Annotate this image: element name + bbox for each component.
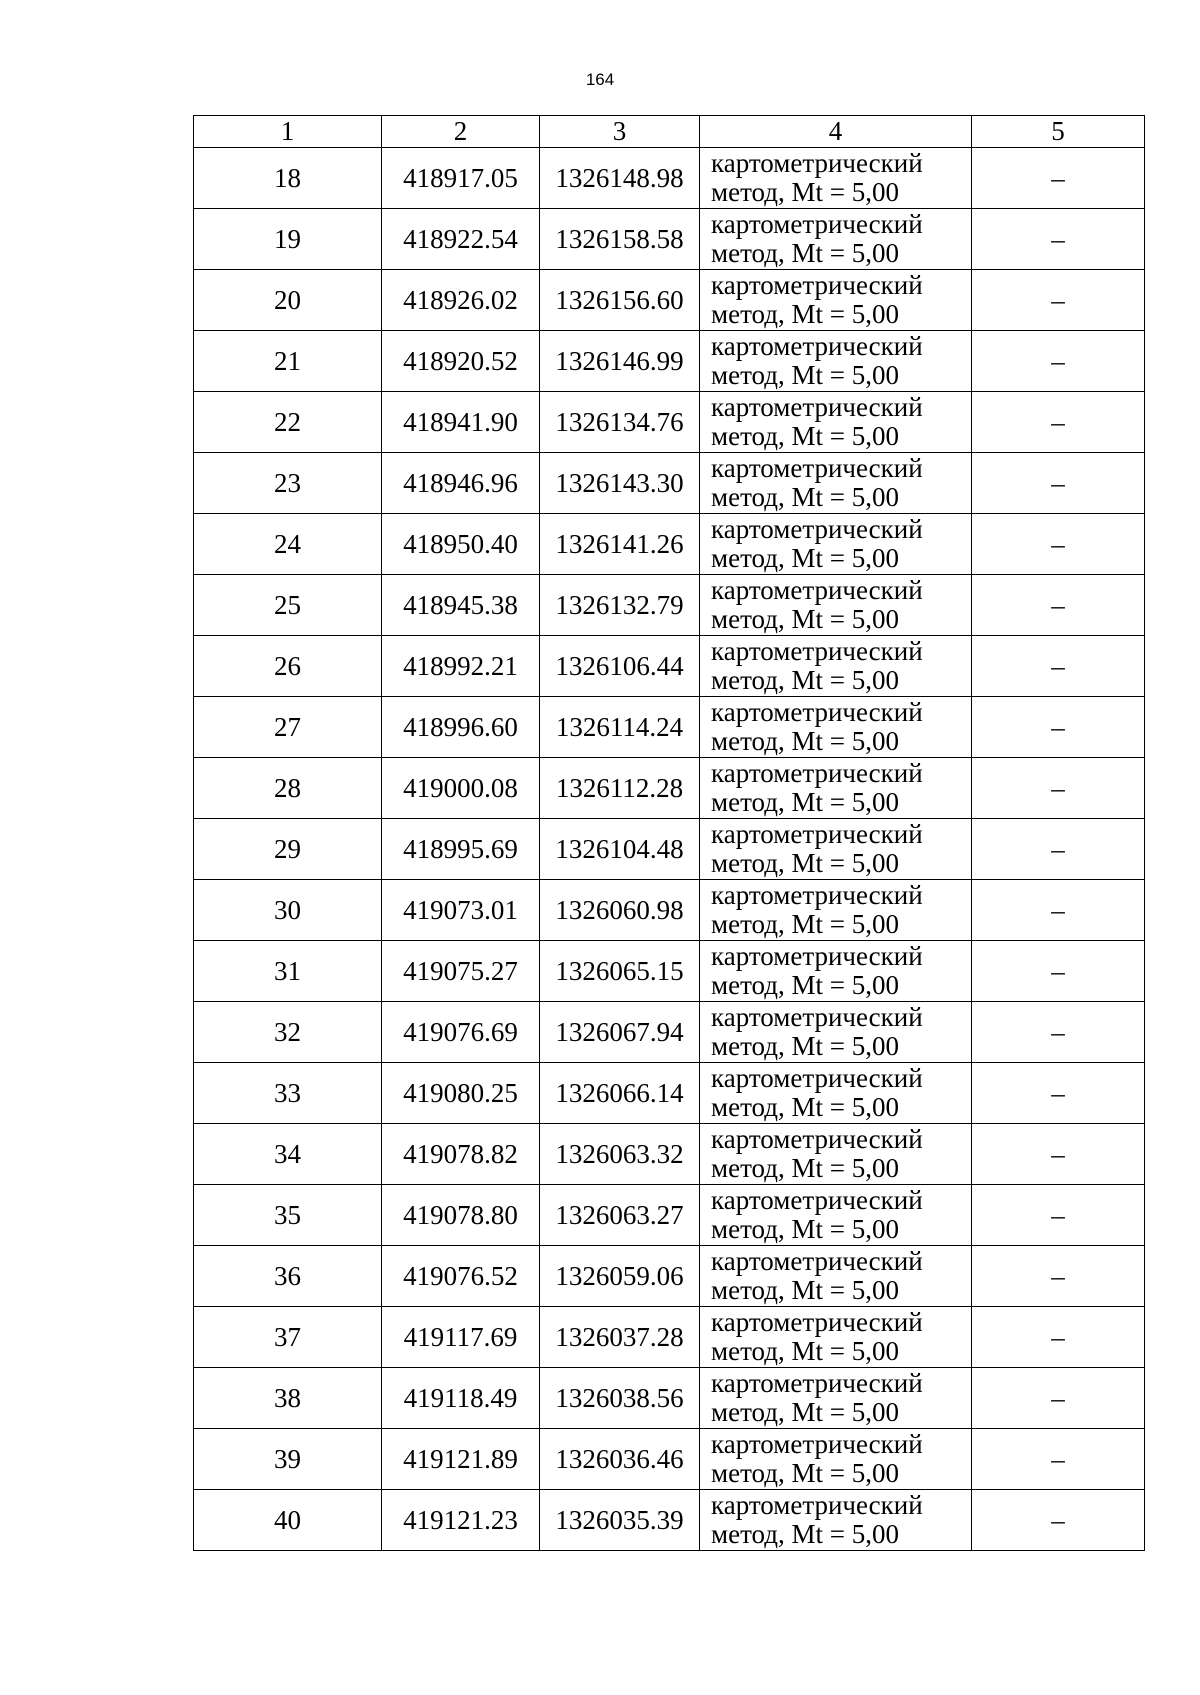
x-coordinate-cell: 418992.21 xyxy=(382,636,540,697)
method-cell xyxy=(700,1246,972,1307)
x-coordinate-cell: 418922.54 xyxy=(382,209,540,270)
table-row xyxy=(194,819,1145,880)
method-cell xyxy=(700,941,972,1002)
method-accuracy: метод, Mt = 5,00 xyxy=(711,604,899,634)
x-coordinate-cell: 419121.23 xyxy=(382,1490,540,1551)
note-cell: – xyxy=(972,819,1145,880)
point-number-cell: 39 xyxy=(194,1429,382,1490)
method-accuracy: метод, Mt = 5,00 xyxy=(711,482,899,512)
x-coordinate-cell: 418995.69 xyxy=(382,819,540,880)
column-header: 1 xyxy=(194,116,382,148)
method-name: картометрический xyxy=(711,270,923,300)
method-accuracy: метод, Mt = 5,00 xyxy=(711,909,899,939)
coordinates-table xyxy=(193,115,1145,1551)
x-coordinate-cell: 419078.82 xyxy=(382,1124,540,1185)
y-coordinate-cell: 1326143.30 xyxy=(540,453,700,514)
method-name: картометрический xyxy=(711,575,923,605)
note-cell: – xyxy=(972,270,1145,331)
point-number-cell: 30 xyxy=(194,880,382,941)
x-coordinate-cell: 418945.38 xyxy=(382,575,540,636)
method-cell xyxy=(700,636,972,697)
note-cell: – xyxy=(972,514,1145,575)
note-cell: – xyxy=(972,1063,1145,1124)
table-row xyxy=(194,1307,1145,1368)
y-coordinate-cell: 1326141.26 xyxy=(540,514,700,575)
x-coordinate-cell: 418950.40 xyxy=(382,514,540,575)
x-coordinate-cell: 418941.90 xyxy=(382,392,540,453)
x-coordinate-cell: 418920.52 xyxy=(382,331,540,392)
table-row xyxy=(194,1368,1145,1429)
method-name: картометрический xyxy=(711,514,923,544)
method-name: картометрический xyxy=(711,1185,923,1215)
note-cell: – xyxy=(972,1490,1145,1551)
x-coordinate-cell: 419117.69 xyxy=(382,1307,540,1368)
method-accuracy: метод, Mt = 5,00 xyxy=(711,1031,899,1061)
table-row xyxy=(194,392,1145,453)
y-coordinate-cell: 1326066.14 xyxy=(540,1063,700,1124)
method-accuracy: метод, Mt = 5,00 xyxy=(711,238,899,268)
x-coordinate-cell: 419076.52 xyxy=(382,1246,540,1307)
note-cell: – xyxy=(972,1246,1145,1307)
method-cell xyxy=(700,1185,972,1246)
point-number-cell: 35 xyxy=(194,1185,382,1246)
method-name: картометрический xyxy=(711,453,923,483)
point-number-cell: 32 xyxy=(194,1002,382,1063)
method-accuracy: метод, Mt = 5,00 xyxy=(711,1458,899,1488)
method-name: картометрический xyxy=(711,209,923,239)
table-row xyxy=(194,1124,1145,1185)
point-number-cell: 37 xyxy=(194,1307,382,1368)
method-accuracy: метод, Mt = 5,00 xyxy=(711,421,899,451)
table-row xyxy=(194,1185,1145,1246)
table-row xyxy=(194,1490,1145,1551)
table-row xyxy=(194,1002,1145,1063)
y-coordinate-cell: 1326067.94 xyxy=(540,1002,700,1063)
note-cell: – xyxy=(972,636,1145,697)
method-accuracy: метод, Mt = 5,00 xyxy=(711,1092,899,1122)
x-coordinate-cell: 419000.08 xyxy=(382,758,540,819)
method-name: картометрический xyxy=(711,1368,923,1398)
method-cell xyxy=(700,209,972,270)
method-name: картометрический xyxy=(711,331,923,361)
method-cell xyxy=(700,1124,972,1185)
method-cell xyxy=(700,880,972,941)
method-cell xyxy=(700,819,972,880)
note-cell: – xyxy=(972,1124,1145,1185)
column-header: 5 xyxy=(972,116,1145,148)
header-row xyxy=(194,116,1145,148)
table-row xyxy=(194,514,1145,575)
method-name: картометрический xyxy=(711,1124,923,1154)
y-coordinate-cell: 1326063.32 xyxy=(540,1124,700,1185)
point-number-cell: 38 xyxy=(194,1368,382,1429)
note-cell: – xyxy=(972,331,1145,392)
point-number-cell: 18 xyxy=(194,148,382,209)
method-name: картометрический xyxy=(711,148,923,178)
point-number-cell: 26 xyxy=(194,636,382,697)
column-header: 2 xyxy=(382,116,540,148)
note-cell: – xyxy=(972,1368,1145,1429)
note-cell: – xyxy=(972,758,1145,819)
method-accuracy: метод, Mt = 5,00 xyxy=(711,1214,899,1244)
table-row xyxy=(194,941,1145,1002)
table-row xyxy=(194,758,1145,819)
x-coordinate-cell: 419080.25 xyxy=(382,1063,540,1124)
y-coordinate-cell: 1326146.99 xyxy=(540,331,700,392)
method-cell xyxy=(700,392,972,453)
y-coordinate-cell: 1326063.27 xyxy=(540,1185,700,1246)
method-accuracy: метод, Mt = 5,00 xyxy=(711,848,899,878)
x-coordinate-cell: 418917.05 xyxy=(382,148,540,209)
y-coordinate-cell: 1326106.44 xyxy=(540,636,700,697)
method-name: картометрический xyxy=(711,1490,923,1520)
method-accuracy: метод, Mt = 5,00 xyxy=(711,787,899,817)
x-coordinate-cell: 418926.02 xyxy=(382,270,540,331)
method-name: картометрический xyxy=(711,392,923,422)
table-row xyxy=(194,575,1145,636)
method-cell xyxy=(700,514,972,575)
method-accuracy: метод, Mt = 5,00 xyxy=(711,1153,899,1183)
note-cell: – xyxy=(972,1429,1145,1490)
point-number-cell: 27 xyxy=(194,697,382,758)
table-row xyxy=(194,1063,1145,1124)
method-name: картометрический xyxy=(711,636,923,666)
table-row xyxy=(194,270,1145,331)
method-name: картометрический xyxy=(711,819,923,849)
y-coordinate-cell: 1326065.15 xyxy=(540,941,700,1002)
method-cell xyxy=(700,1368,972,1429)
method-cell xyxy=(700,1429,972,1490)
method-cell xyxy=(700,148,972,209)
x-coordinate-cell: 418996.60 xyxy=(382,697,540,758)
method-accuracy: метод, Mt = 5,00 xyxy=(711,1397,899,1427)
y-coordinate-cell: 1326036.46 xyxy=(540,1429,700,1490)
point-number-cell: 20 xyxy=(194,270,382,331)
point-number-cell: 36 xyxy=(194,1246,382,1307)
method-name: картометрический xyxy=(711,1307,923,1337)
column-header: 4 xyxy=(700,116,972,148)
table-row xyxy=(194,1429,1145,1490)
method-cell xyxy=(700,331,972,392)
point-number-cell: 24 xyxy=(194,514,382,575)
y-coordinate-cell: 1326132.79 xyxy=(540,575,700,636)
table-row xyxy=(194,1246,1145,1307)
table-row xyxy=(194,148,1145,209)
note-cell: – xyxy=(972,209,1145,270)
method-accuracy: метод, Mt = 5,00 xyxy=(711,177,899,207)
y-coordinate-cell: 1326060.98 xyxy=(540,880,700,941)
y-coordinate-cell: 1326059.06 xyxy=(540,1246,700,1307)
table-row xyxy=(194,209,1145,270)
method-cell xyxy=(700,453,972,514)
point-number-cell: 40 xyxy=(194,1490,382,1551)
method-accuracy: метод, Mt = 5,00 xyxy=(711,299,899,329)
y-coordinate-cell: 1326037.28 xyxy=(540,1307,700,1368)
method-accuracy: метод, Mt = 5,00 xyxy=(711,1275,899,1305)
y-coordinate-cell: 1326134.76 xyxy=(540,392,700,453)
point-number-cell: 22 xyxy=(194,392,382,453)
note-cell: – xyxy=(972,453,1145,514)
method-name: картометрический xyxy=(711,1002,923,1032)
method-cell xyxy=(700,1063,972,1124)
method-accuracy: метод, Mt = 5,00 xyxy=(711,970,899,1000)
method-name: картометрический xyxy=(711,697,923,727)
y-coordinate-cell: 1326112.28 xyxy=(540,758,700,819)
page-number: 164 xyxy=(585,70,615,89)
table-header xyxy=(194,116,1145,148)
x-coordinate-cell: 418946.96 xyxy=(382,453,540,514)
point-number-cell: 33 xyxy=(194,1063,382,1124)
x-coordinate-cell: 419075.27 xyxy=(382,941,540,1002)
y-coordinate-cell: 1326158.58 xyxy=(540,209,700,270)
note-cell: – xyxy=(972,941,1145,1002)
method-accuracy: метод, Mt = 5,00 xyxy=(711,665,899,695)
note-cell: – xyxy=(972,880,1145,941)
x-coordinate-cell: 419076.69 xyxy=(382,1002,540,1063)
y-coordinate-cell: 1326038.56 xyxy=(540,1368,700,1429)
table-row xyxy=(194,636,1145,697)
note-cell: – xyxy=(972,575,1145,636)
method-cell xyxy=(700,270,972,331)
method-name: картометрический xyxy=(711,1429,923,1459)
point-number-cell: 29 xyxy=(194,819,382,880)
method-accuracy: метод, Mt = 5,00 xyxy=(711,360,899,390)
column-header: 3 xyxy=(540,116,700,148)
x-coordinate-cell: 419118.49 xyxy=(382,1368,540,1429)
y-coordinate-cell: 1326114.24 xyxy=(540,697,700,758)
method-cell xyxy=(700,1307,972,1368)
method-accuracy: метод, Mt = 5,00 xyxy=(711,1336,899,1366)
note-cell: – xyxy=(972,697,1145,758)
x-coordinate-cell: 419073.01 xyxy=(382,880,540,941)
x-coordinate-cell: 419121.89 xyxy=(382,1429,540,1490)
method-name: картометрический xyxy=(711,941,923,971)
note-cell: – xyxy=(972,392,1145,453)
method-accuracy: метод, Mt = 5,00 xyxy=(711,726,899,756)
method-cell xyxy=(700,758,972,819)
point-number-cell: 34 xyxy=(194,1124,382,1185)
point-number-cell: 23 xyxy=(194,453,382,514)
table-row xyxy=(194,880,1145,941)
table-row xyxy=(194,331,1145,392)
note-cell: – xyxy=(972,1307,1145,1368)
method-cell xyxy=(700,697,972,758)
point-number-cell: 19 xyxy=(194,209,382,270)
y-coordinate-cell: 1326148.98 xyxy=(540,148,700,209)
table-row xyxy=(194,697,1145,758)
method-name: картометрический xyxy=(711,880,923,910)
y-coordinate-cell: 1326104.48 xyxy=(540,819,700,880)
note-cell: – xyxy=(972,1185,1145,1246)
point-number-cell: 31 xyxy=(194,941,382,1002)
x-coordinate-cell: 419078.80 xyxy=(382,1185,540,1246)
method-cell xyxy=(700,1002,972,1063)
y-coordinate-cell: 1326035.39 xyxy=(540,1490,700,1551)
method-name: картометрический xyxy=(711,758,923,788)
method-accuracy: метод, Mt = 5,00 xyxy=(711,1519,899,1549)
point-number-cell: 28 xyxy=(194,758,382,819)
y-coordinate-cell: 1326156.60 xyxy=(540,270,700,331)
table-body xyxy=(194,148,1145,1551)
point-number-cell: 25 xyxy=(194,575,382,636)
method-accuracy: метод, Mt = 5,00 xyxy=(711,543,899,573)
method-cell xyxy=(700,575,972,636)
note-cell: – xyxy=(972,1002,1145,1063)
method-cell xyxy=(700,1490,972,1551)
method-name: картометрический xyxy=(711,1246,923,1276)
method-name: картометрический xyxy=(711,1063,923,1093)
point-number-cell: 21 xyxy=(194,331,382,392)
table-row xyxy=(194,453,1145,514)
note-cell: – xyxy=(972,148,1145,209)
